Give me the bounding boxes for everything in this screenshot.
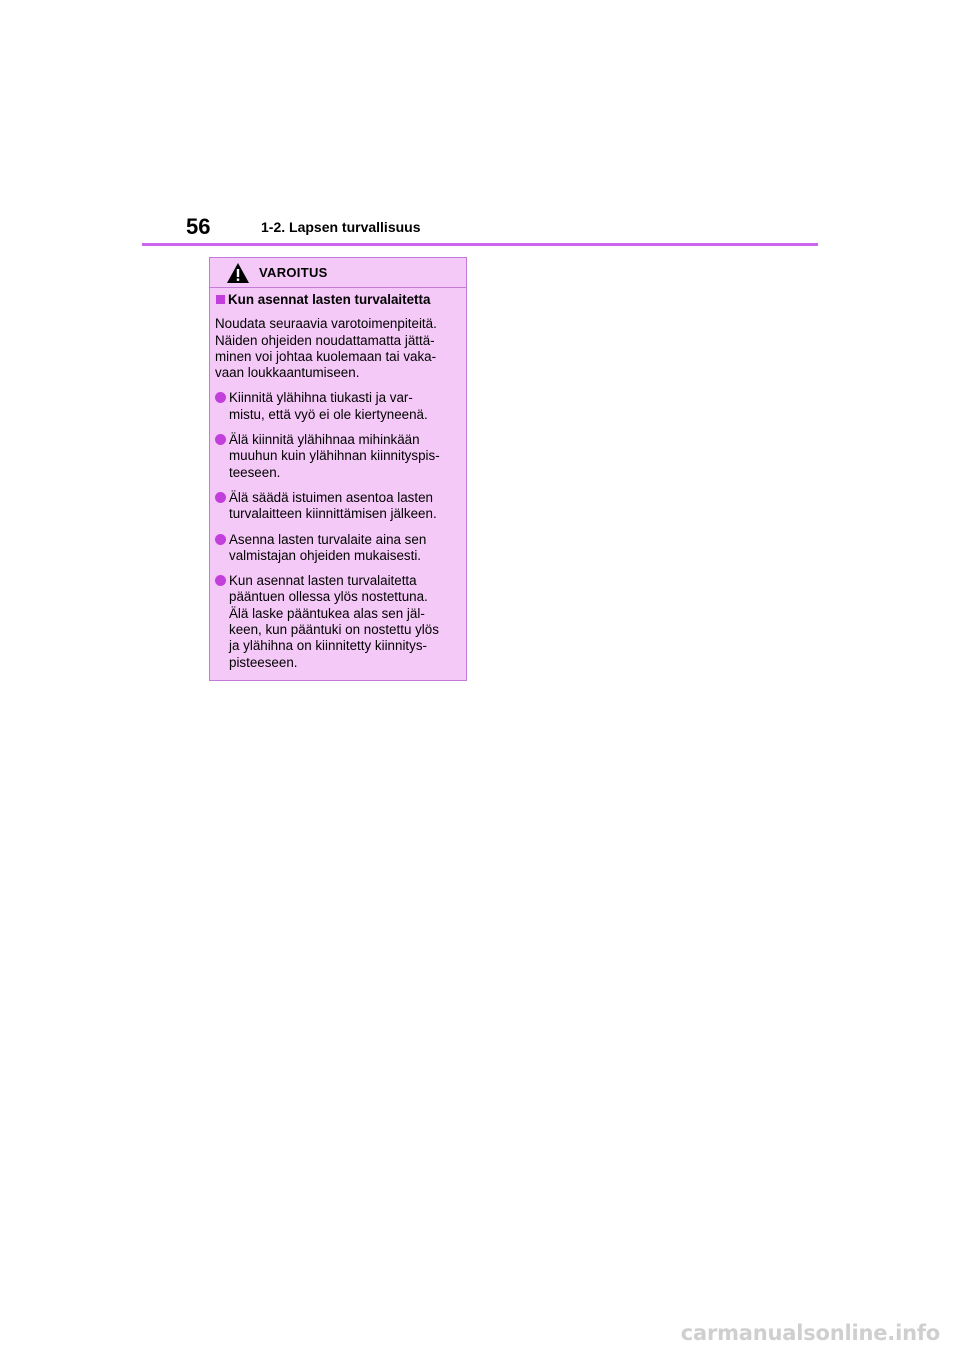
bullet-line: turvalaitteen kiinnittämisen jälkeen.	[229, 506, 437, 522]
warning-intro	[215, 316, 460, 381]
bullet-line: teeseen.	[229, 464, 281, 480]
circle-bullet-icon	[215, 534, 226, 545]
bullet-line: Kiinnitä ylähihna tiukasti ja var-	[229, 390, 413, 406]
warning-title: VAROITUS	[259, 265, 328, 280]
square-bullet-icon	[216, 295, 225, 304]
warning-box	[209, 257, 467, 681]
bullet-line: muuhun kuin ylähihnan kiinnityspis-	[229, 448, 440, 464]
circle-bullet-icon	[215, 575, 226, 586]
warning-heading	[215, 292, 460, 308]
bullet-item	[215, 390, 460, 423]
bullet-line: mistu, että vyö ei ole kiertyneenä.	[229, 406, 428, 422]
header-divider	[142, 243, 818, 246]
warning-heading-text: Kun asennat lasten turvalaitetta	[228, 292, 431, 307]
bullet-line: pääntuen ollessa ylös nostettuna.	[229, 589, 428, 605]
bullet-line: Älä säädä istuimen asentoa lasten	[229, 489, 433, 505]
intro-line: minen voi johtaa kuolemaan tai vaka-	[215, 348, 437, 364]
intro-line: vaan loukkaantumiseen.	[215, 365, 360, 381]
bullet-line: keen, kun pääntuki on nostettu ylös	[229, 622, 439, 638]
circle-bullet-icon	[215, 434, 226, 445]
circle-bullet-icon	[215, 392, 226, 403]
intro-line: Näiden ohjeiden noudattamatta jättä-	[215, 332, 435, 348]
intro-line: Noudata seuraavia varotoimenpiteitä.	[215, 316, 437, 332]
bullet-line: pisteeseen.	[229, 654, 298, 670]
page-number: 56	[186, 214, 211, 239]
bullet-line: Älä laske pääntukea alas sen jäl-	[229, 605, 425, 621]
section-title: 1-2. Lapsen turvallisuus	[261, 219, 421, 235]
bullet-item	[215, 573, 460, 671]
warning-body	[210, 288, 466, 671]
bullet-item	[215, 432, 460, 481]
watermark	[680, 1318, 940, 1348]
bullet-item	[215, 532, 460, 565]
bullet-line: Älä kiinnitä ylähihnaa mihinkään	[229, 432, 420, 448]
watermark-text: carmanualsonline.info	[680, 1321, 940, 1345]
bullet-line: valmistajan ohjeiden mukaisesti.	[229, 547, 422, 563]
bullet-item	[215, 490, 460, 523]
warning-triangle-icon	[226, 262, 250, 284]
bullet-line: Kun asennat lasten turvalaitetta	[229, 573, 417, 589]
circle-bullet-icon	[215, 492, 226, 503]
bullet-line: ja ylähihna on kiinnitetty kiinnitys-	[229, 638, 427, 654]
page-header	[0, 0, 960, 250]
bullet-line: Asenna lasten turvalaite aina sen	[229, 531, 427, 547]
warning-header	[210, 258, 466, 288]
